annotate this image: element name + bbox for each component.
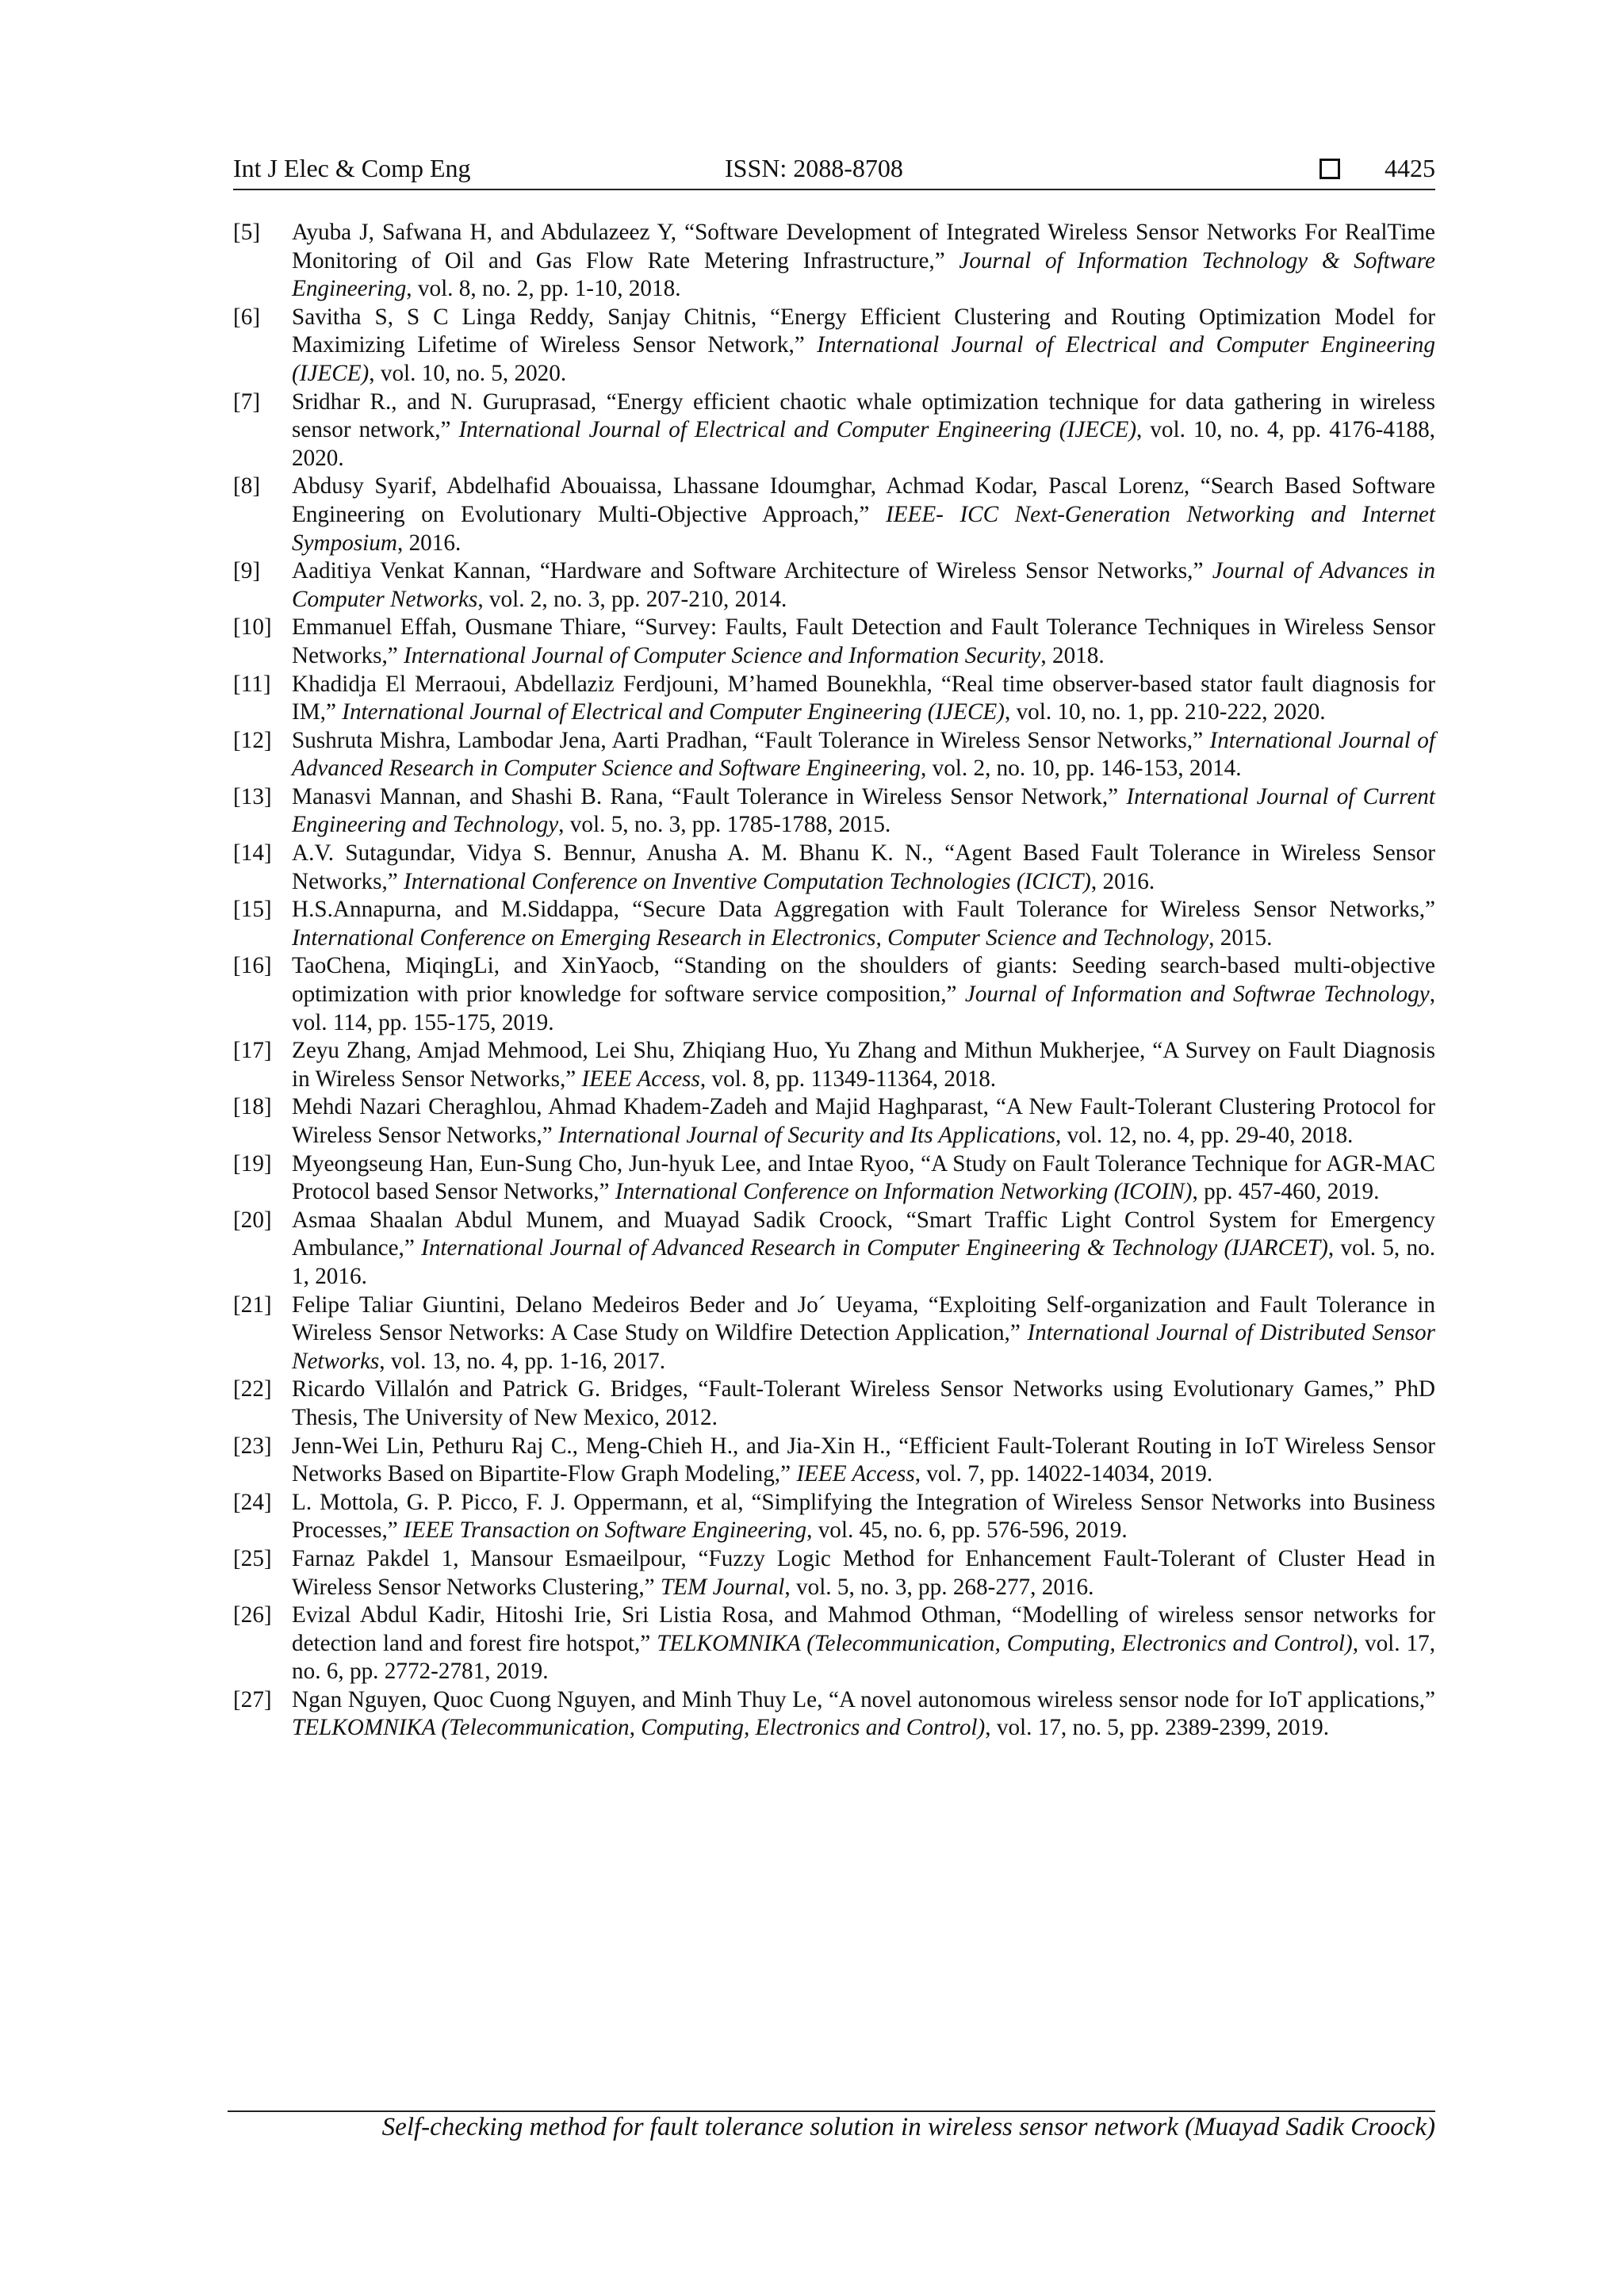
reference-number: [6] (233, 304, 261, 330)
reference-number: [7] (233, 388, 261, 415)
issn: ISSN: 2088-8708 (725, 154, 903, 182)
reference-item: [5] Ayuba J, Safwana H, and Abdulazeez Y, “Software Development of Integrated Wireless Sensor Networks For RealTime Monitoring of Oil and Gas Flow Rate Metering Infrastructure,” Journal of Information Technology & Software Engineering, vol. 8, no. 2, pp. 1-10, 2018. (233, 220, 1435, 302)
reference-item: [11] Khadidja El Merraoui, Abdellaziz Ferdjouni, M’hamed Bounekhla, “Real time observer-based stator fault diagnosis for IM,” International Journal of Electrical and Computer Engineering (IJECE), vol. 10, no. 1, pp. 210-222, 2020. (233, 671, 1435, 725)
reference-item: [8] Abdusy Syarif, Abdelhafid Abouaissa, Lhassane Idoumghar, Achmad Kodar, Pascal Lorenz, “Search Based Software Engineering on Evolutionary Multi-Objective Approach,” IEEE- ICC Next-Generation Networking and Internet Symposium, 2016. (233, 473, 1435, 556)
reference-venue: IEEE Transaction on Software Engineering (404, 1517, 807, 1544)
reference-list (233, 219, 1435, 1743)
reference-number: [19] (233, 1150, 272, 1177)
reference-item: [10] Emmanuel Effah, Ousmane Thiare, “Survey: Faults, Fault Detection and Fault Tolerance Techniques in Wireless Sensor Networks,” International Journal of Computer Science and Information Security, 2018. (233, 614, 1435, 668)
reference-item: [15] H.S.Annapurna, and M.Siddappa, “Secure Data Aggregation with Fault Tolerance for Wireless Sensor Networks,” International Conference on Emerging Research in Electronics, Computer Science and Technology, 2015. (233, 897, 1435, 951)
reference-item: [20] Asmaa Shaalan Abdul Munem, and Muayad Sadik Croock, “Smart Traffic Light Control System for Emergency Ambulance,” International Journal of Advanced Research in Computer Engineering & Technology (IJARCET), vol. 5, no. 1, 2016. (233, 1207, 1436, 1289)
reference-venue: International Journal of Distributed Sensor Networks (292, 1320, 1435, 1374)
footer-rule (228, 2110, 1435, 2112)
reference-number: [22] (233, 1376, 272, 1402)
reference-venue: International Journal of Computer Science and Information Security (404, 642, 1041, 668)
reference-item: [7] Sridhar R., and N. Guruprasad, “Energy efficient chaotic whale optimization technique for data gathering in wireless sensor network,” International Journal of Electrical and Computer Engineering (IJECE), vol. 10, no. 4, pp. 4176-4188, 2020. (233, 388, 1435, 471)
reference-item: [23] Jenn-Wei Lin, Pethuru Raj C., Meng-Chieh H., and Jia-Xin H., “Efficient Fault-Tolerant Routing in IoT Wireless Sensor Networks Based on Bipartite-Flow Graph Modeling,” IEEE Access, vol. 7, pp. 14022-14034, 2019. (233, 1433, 1435, 1487)
header-rule (233, 189, 1435, 190)
reference-venue: International Conference on Information Networking (ICOIN) (615, 1179, 1193, 1205)
square-icon (1320, 159, 1340, 179)
reference-venue: International Journal of Current Engineering and Technology (292, 783, 1436, 838)
reference-venue: International Journal of Electrical and Computer Engineering (IJECE) (458, 417, 1137, 443)
reference-number: [9] (233, 558, 261, 584)
reference-venue: International Journal of Advanced Research in Computer Science and Software Engineering (292, 727, 1435, 782)
reference-number: [14] (233, 840, 272, 867)
reference-item: [25] Farnaz Pakdel 1, Mansour Esmaeilpour, “Fuzzy Logic Method for Enhancement Fault-Tolerant of Cluster Head in Wireless Sensor Networks Clustering,” TEM Journal, vol. 5, no. 3, pp. 268-277, 2016. (233, 1545, 1435, 1600)
reference-venue: Journal of Advances in Computer Networks (292, 558, 1435, 612)
reference-number: [11] (233, 671, 271, 697)
reference-number: [17] (233, 1038, 272, 1064)
reference-number: [5] (233, 220, 261, 245)
reference-item: [22] Ricardo Villalón and Patrick G. Bridges, “Fault-Tolerant Wireless Sensor Networks using Evolutionary Games,” PhD Thesis, The University of New Mexico, 2012. (233, 1376, 1435, 1430)
reference-venue: International Journal of Security and Its Applications (558, 1123, 1055, 1148)
reference-item: [9] Aaditiya Venkat Kannan, “Hardware and Software Architecture of Wireless Sensor Networks,” Journal of Advances in Computer Networks, vol. 2, no. 3, pp. 207-210, 2014. (233, 558, 1435, 612)
reference-venue: Journal of Information Technology & Software Engineering (292, 247, 1435, 302)
reference-number: [18] (233, 1094, 272, 1120)
reference-venue: IEEE Access (581, 1066, 700, 1092)
reference-number: [10] (233, 614, 272, 641)
reference-number: [20] (233, 1207, 272, 1233)
reference-number: [16] (233, 953, 272, 979)
reference-number: [8] (233, 473, 261, 499)
reference-venue: International Journal of Electrical and Computer Engineering (IJECE) (342, 699, 1005, 725)
reference-venue: IEEE Access (796, 1461, 915, 1487)
reference-venue: International Journal of Advanced Research in Computer Engineering & Technology (IJARCET) (421, 1235, 1328, 1261)
reference-number: [26] (233, 1602, 272, 1628)
page-header (233, 154, 1435, 193)
reference-venue: TELKOMNIKA (Telecommunication, Computing, Electronics and Control), (657, 1630, 1359, 1656)
reference-item: [27] Ngan Nguyen, Quoc Cuong Nguyen, and Minh Thuy Le, “A novel autonomous wireless sensor node for IoT applications,” TELKOMNIKA (Telecommunication, Computing, Electronics and Control), vol. 17, no. 5, pp. 2389-2399, 2019. (233, 1686, 1435, 1741)
reference-venue: International Conference on Emerging Research in Electronics, Computer Science and Technology (292, 924, 1209, 951)
reference-number: [27] (233, 1686, 272, 1712)
reference-item: [14] A.V. Sutagundar, Vidya S. Bennur, Anusha A. M. Bhanu K. N., “Agent Based Fault Tolerance in Wireless Sensor Networks,” International Conference on Inventive Computation Technologies (ICICT), 2016. (233, 840, 1435, 894)
reference-item: [12] Sushruta Mishra, Lambodar Jena, Aarti Pradhan, “Fault Tolerance in Wireless Sensor Networks,” International Journal of Advanced Research in Computer Science and Software Engineering, vol. 2, no. 10, pp. 146-153, 2014. (233, 727, 1435, 782)
reference-venue: TEM Journal (660, 1574, 785, 1600)
reference-item: [19] Myeongseung Han, Eun-Sung Cho, Jun-hyuk Lee, and Intae Ryoo, “A Study on Fault Tolerance Technique for AGR-MAC Protocol based Sensor Networks,” International Conference on Information Networking (ICOIN), pp. 457-460, 2019. (233, 1150, 1435, 1205)
reference-item: [26] Evizal Abdul Kadir, Hitoshi Irie, Sri Listia Rosa, and Mahmod Othman, “Modelling of wireless sensor networks for detection land and forest fire hotspot,” TELKOMNIKA (Telecommunication, Computing, Electronics and Control), vol. 17, no. 6, pp. 2772-2781, 2019. (233, 1602, 1436, 1685)
reference-item: [17] Zeyu Zhang, Amjad Mehmood, Lei Shu, Zhiqiang Huo, Yu Zhang and Mithun Mukherjee, “A Survey on Fault Diagnosis in Wireless Sensor Networks,” IEEE Access, vol. 8, pp. 11349-11364, 2018. (233, 1038, 1435, 1092)
reference-item: [6] Savitha S, S C Linga Reddy, Sanjay Chitnis, “Energy Efficient Clustering and Routing Optimization Model for Maximizing Lifetime of Wireless Sensor Network,” International Journal of Electrical and Computer Engineering (IJECE), vol. 10, no. 5, 2020. (233, 304, 1435, 386)
reference-number: [24] (233, 1489, 272, 1515)
page-number: 4425 (1385, 154, 1435, 182)
reference-venue: Journal of Information and Softwrae Technology (964, 982, 1430, 1008)
reference-item: [16] TaoChena, MiqingLi, and XinYaocb, “Standing on the shoulders of giants: Seeding search-based multi-objective optimization with prior knowledge for software service composition,” Journal of Information and Softwrae Technology, vol. 114, pp. 155-175, 2019. (233, 953, 1435, 1035)
reference-item: [21] Felipe Taliar Giuntini, Delano Medeiros Beder and Jo´ Ueyama, “Exploiting Self-organization and Fault Tolerance in Wireless Sensor Networks: A Case Study on Wildfire Detection Application,” International Journal of Distributed Sensor Networks, vol. 13, no. 4, pp. 1-16, 2017. (233, 1292, 1435, 1374)
reference-venue: IEEE- ICC Next-Generation Networking and Internet Symposium (292, 501, 1435, 556)
reference-item: [18] Mehdi Nazari Cheraghlou, Ahmad Khadem-Zadeh and Majid Haghparast, “A New Fault-Tolerant Clustering Protocol for Wireless Sensor Networks,” International Journal of Security and Its Applications, vol. 12, no. 4, pp. 29-40, 2018. (233, 1094, 1435, 1148)
reference-number: [23] (233, 1433, 272, 1459)
reference-item: [24] L. Mottola, G. P. Picco, F. J. Oppermann, et al, “Simplifying the Integration of Wireless Sensor Networks into Business Processes,” IEEE Transaction on Software Engineering, vol. 45, no. 6, pp. 576-596, 2019. (233, 1489, 1435, 1544)
reference-venue: International Conference on Inventive Computation Technologies (ICICT) (404, 868, 1091, 894)
reference-number: [15] (233, 897, 272, 923)
reference-venue: International Journal of Electrical and Computer Engineering (IJECE) (292, 332, 1435, 386)
reference-item: [13] Manasvi Mannan, and Shashi B. Rana, “Fault Tolerance in Wireless Sensor Network,” International Journal of Current Engineering and Technology, vol. 5, no. 3, pp. 1785-1788, 2015. (233, 783, 1436, 838)
reference-number: [21] (233, 1292, 272, 1318)
reference-venue: TELKOMNIKA (Telecommunication, Computing, Electronics and Control) (292, 1715, 986, 1741)
journal-abbreviation: Int J Elec & Comp Eng (233, 154, 471, 182)
reference-number: [13] (233, 783, 272, 809)
reference-number: [25] (233, 1545, 272, 1571)
reference-number: [12] (233, 727, 272, 753)
running-title: Self-checking method for fault tolerance solution in wireless sensor network (Muayad Sadik Croock) (381, 2113, 1435, 2141)
